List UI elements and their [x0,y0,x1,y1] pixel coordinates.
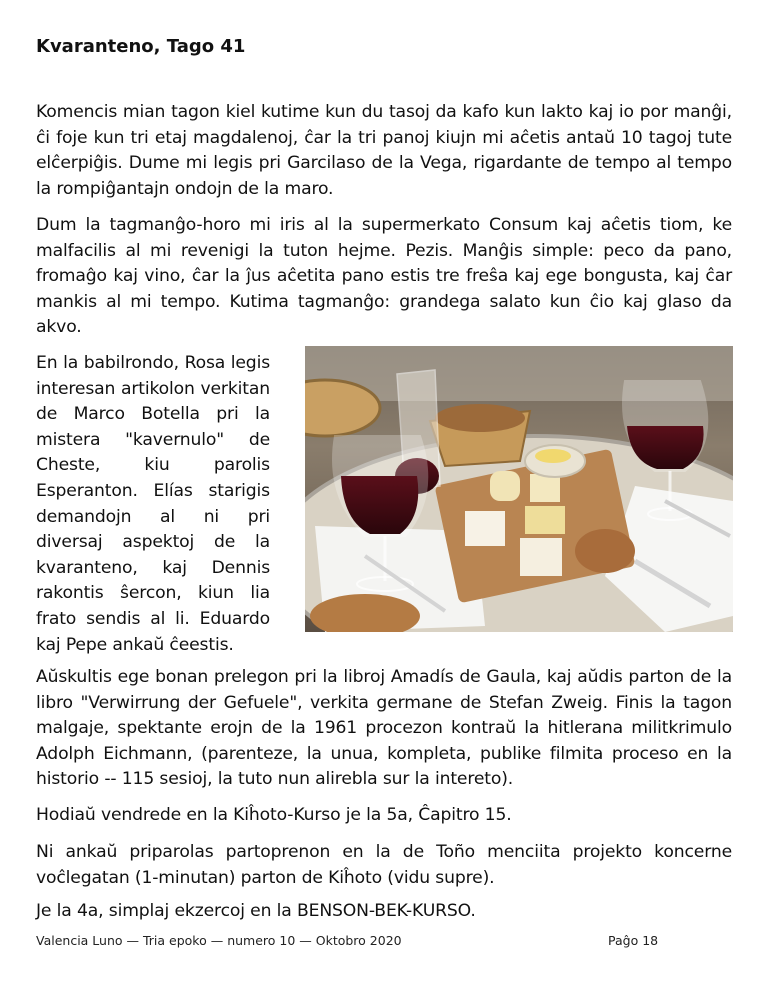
paragraph-exercises: Je la 4a, simplaj ekzercoj en la BENSON-BEK-KURSO. [36,901,476,921]
cheese-block [530,474,560,502]
camembert-slice [520,538,562,576]
paragraph-quixote-course: Hodiaŭ vendrede en la Kiĥoto-Kurso je la 5a, Ĉapitro 15. [36,805,512,825]
cheese-wedge [525,506,565,534]
bread-slice [575,529,635,573]
cheese-round [490,471,520,501]
paragraph-lecture: Aŭskultis ege bonan prelegon pri la libroj Amadís de Gaula, kaj aŭdis parton de la libro "Verwirrung der Gefuele", verkita germane de Stefan Zweig. Finis la tagon malgaje, spektante erojn de la 1961 procezon kontraŭ la hitlerana militkrimulo Adolph Eichmann, (parenteze, la unua, kompleta, publike filmita proceso en la historio -- 115 sesioj, la tuto nun alirebla sur la intereto). [36,667,732,790]
paragraph-project: Ni ankaŭ priparolas partoprenon en la de Toño menciita projekto koncerne voĉlegatan (1-minutan) parton de Kiĥoto (vidu supre). [36,842,732,888]
footer-publication: Valencia Luno — Tria epoko — numero 10 — Oktobro 2020 [36,933,402,948]
paragraph-chat-circle: En la babilrondo, Rosa legis interesan artikolon verkitan de Marco Botella pri la mistera "kavernulo" de Cheste, kiu parolis Esperanton. Elías starigis demandojn al ni pri diversaj aspektoj de la kvaranteno, kaj Dennis rakontis ŝercon, kiun lia frato sendis al li. Eduardo kaj Pepe ankaŭ ĉeestis. [36,353,270,655]
page-title: Kvaranteno, Tago 41 [36,36,246,57]
footer-page-number: Paĝo 18 [608,933,659,948]
paragraph-lunch: Dum la tagmanĝo-horo mi iris al la supermerkato Consum kaj aĉetis tiom, ke malfacilis al mi revenigi la tuton hejme. Pezis. Manĝis simple: peco da pano, fromaĝo kaj vino, ĉar la ĵus aĉetita pano estis tre freŝa kaj ege bongusta, kaj ĉar mankis al mi tempo. Kutima tagmanĝo: grandega salato kun ĉio kaj glaso da akvo. [36,215,732,338]
brie-slice [465,511,505,546]
paragraph-breakfast: Komencis mian tagon kiel kutime kun du tasoj da kafo kun lakto kaj io por manĝi, ĉi foje kun tri etaj magdalenoj, ĉar la tri panoj kiujn mi aĉetis antaŭ 10 tagoj tute elĉerpiĝis. Dume mi legis pri Garcilaso de la Vega, rigardante de tempo al tempo la rompiĝantajn ondojn de la maro. [36,102,732,199]
wine-cheese-photo [305,346,733,632]
